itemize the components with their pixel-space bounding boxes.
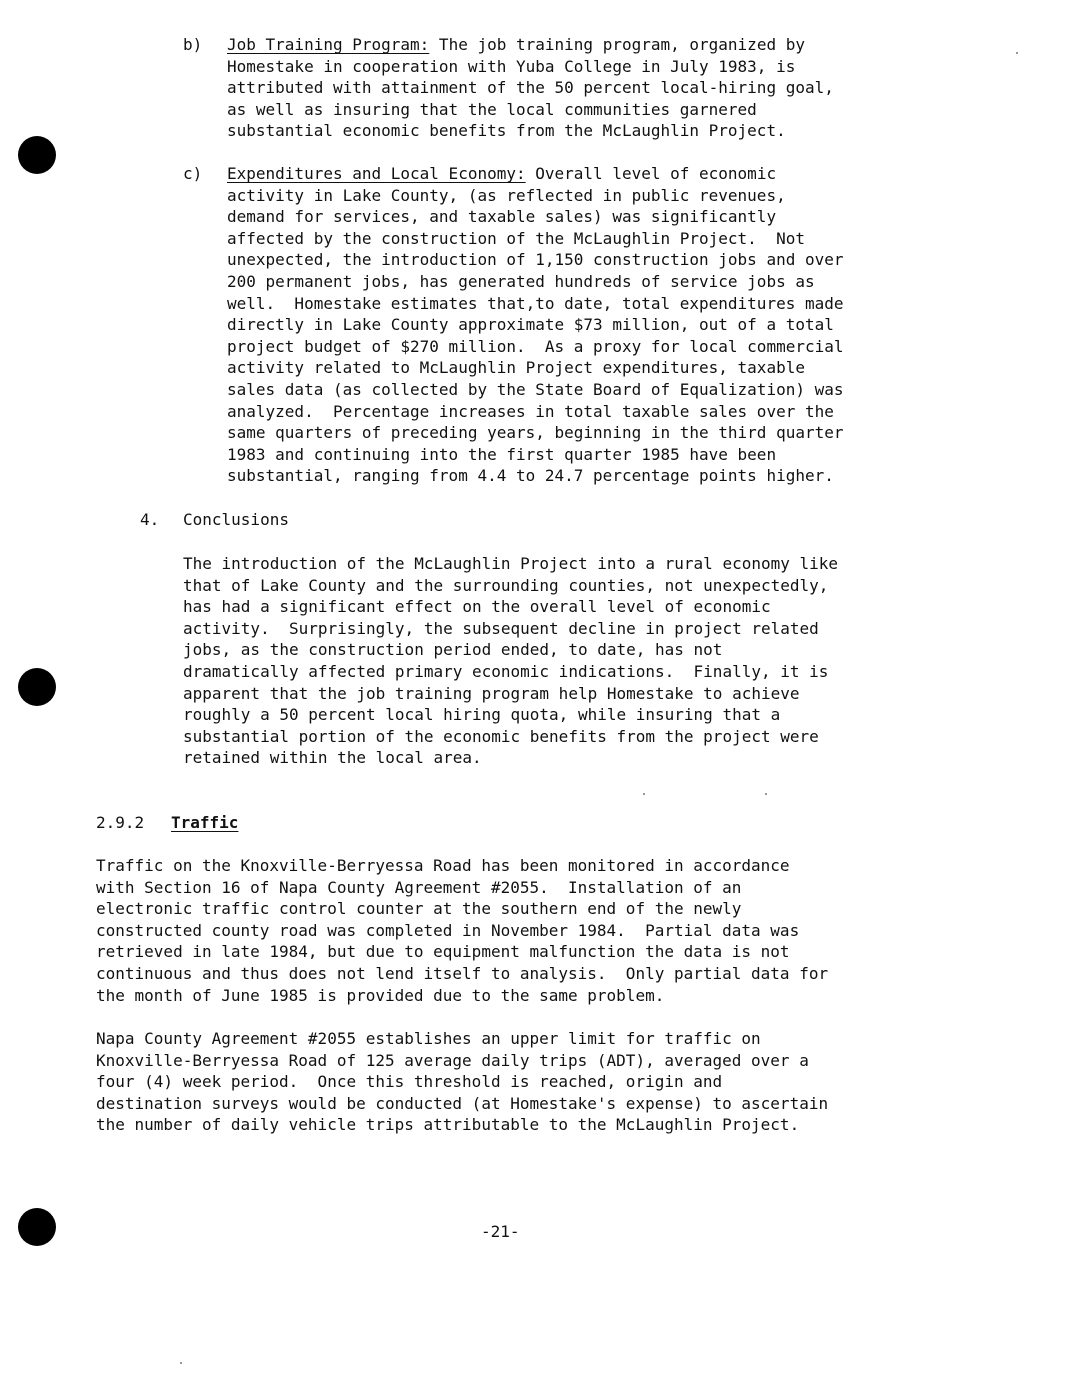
item-b-line: attributed with attainment of the 50 percent local-hiring goal, — [227, 78, 834, 98]
traffic-p1-line: with Section 16 of Napa County Agreement #2055. Installation of an — [96, 877, 742, 897]
scan-speck — [180, 1362, 182, 1364]
conclusions-line: jobs, as the construction period ended, to date, has not — [183, 640, 723, 660]
item-c-line: sales data (as collected by the State Board of Equalization) was — [227, 379, 844, 399]
item-c-line: affected by the construction of the McLaughlin Project. Not — [227, 228, 805, 248]
item-c-line: analyzed. Percentage increases in total taxable sales over the — [227, 401, 834, 421]
traffic-p2-line: Napa County Agreement #2055 establishes an upper limit for traffic on — [96, 1029, 761, 1048]
item-c-line: directly in Lake County approximate $73 million, out of a total — [227, 315, 834, 335]
item-c-line: demand for services, and taxable sales) was significantly — [227, 207, 777, 227]
page-number: -21- — [481, 1222, 520, 1241]
conclusions-line: has had a significant effect on the overall level of economic — [183, 597, 771, 617]
item-c-line: activity related to McLaughlin Project expenditures, taxable — [227, 358, 805, 378]
traffic-p1-line: the month of June 1985 is provided due to the same problem. — [96, 985, 665, 1005]
scan-speck — [765, 793, 767, 795]
item-c-line: activity in Lake County, (as reflected in public revenues, — [227, 185, 786, 205]
conclusions-line: that of Lake County and the surrounding counties, not unexpectedly, — [183, 575, 829, 595]
traffic-paragraph-1 — [96, 855, 828, 1006]
item-c-title: Expenditures and Local Economy: — [227, 164, 526, 183]
traffic-p2-line: the number of daily vehicle trips attributable to the McLaughlin Project. — [96, 1115, 800, 1135]
item-c-line: unexpected, the introduction of 1,150 construction jobs and over — [227, 250, 844, 270]
item-b-title: Job Training Program: — [227, 35, 430, 54]
item-c-text — [227, 163, 844, 487]
punch-hole-bottom — [18, 1208, 56, 1246]
traffic-section-heading: Traffic — [171, 813, 239, 832]
traffic-p1-line: retrieved in late 1984, but due to equipment malfunction the data is not — [96, 942, 790, 962]
conclusions-line: apparent that the job training program help Homestake to achieve — [183, 683, 800, 703]
punch-hole-top — [18, 136, 56, 174]
item-b-line: as well as insuring that the local communities garnered — [227, 99, 757, 119]
traffic-p1-line: Traffic on the Knoxville-Berryessa Road has been monitored in accordance — [96, 856, 790, 875]
item-c-line: well. Homestake estimates that,to date, total expenditures made — [227, 293, 844, 313]
conclusions-paragraph — [183, 553, 838, 769]
conclusions-line: The introduction of the McLaughlin Project into a rural economy like — [183, 554, 839, 573]
item-b-line: The job training program, organized by — [429, 35, 805, 54]
traffic-p1-line: electronic traffic control counter at the southern end of the newly — [96, 899, 742, 919]
punch-hole-middle — [18, 668, 56, 706]
scan-speck — [643, 793, 645, 795]
traffic-p2-line: four (4) week period. Once this threshold is reached, origin and — [96, 1072, 723, 1092]
traffic-p1-line: continuous and thus does not lend itself to analysis. Only partial data for — [96, 963, 829, 983]
item-c-line: 200 permanent jobs, has generated hundreds of service jobs as — [227, 271, 815, 291]
item-b-text — [227, 34, 834, 142]
conclusions-line: activity. Surprisingly, the subsequent decline in project related — [183, 618, 819, 638]
conclusions-number: 4. — [140, 510, 160, 529]
conclusions-line: roughly a 50 percent local hiring quota, while insuring that a — [183, 705, 781, 725]
item-b-line: Homestake in cooperation with Yuba College in July 1983, is — [227, 56, 796, 76]
item-c-line: 1983 and continuing into the first quarter 1985 have been — [227, 444, 777, 464]
item-c-marker: c) — [183, 164, 203, 183]
conclusions-line: dramatically affected primary economic indications. Finally, it is — [183, 661, 829, 681]
traffic-p1-line: constructed county road was completed in November 1984. Partial data was — [96, 920, 800, 940]
conclusions-line: substantial portion of the economic benefits from the project were — [183, 726, 819, 746]
item-b-marker: b) — [183, 35, 203, 54]
conclusions-heading: Conclusions — [183, 510, 289, 529]
traffic-paragraph-2 — [96, 1028, 828, 1136]
traffic-p2-line: Knoxville-Berryessa Road of 125 average daily trips (ADT), averaged over a — [96, 1050, 809, 1070]
conclusions-line: retained within the local area. — [183, 748, 482, 768]
traffic-section-number: 2.9.2 — [96, 813, 145, 832]
item-c-line: substantial, ranging from 4.4 to 24.7 percentage points higher. — [227, 466, 834, 486]
item-c-line: Overall level of economic — [525, 164, 777, 183]
item-c-line: project budget of $270 million. As a proxy for local commercial — [227, 336, 844, 356]
traffic-p2-line: destination surveys would be conducted (at Homestake's expense) to ascertain — [96, 1093, 829, 1113]
item-c-line: same quarters of preceding years, beginning in the third quarter — [227, 423, 844, 443]
item-b-line: substantial economic benefits from the McLaughlin Project. — [227, 121, 786, 141]
scan-speck — [1016, 52, 1018, 54]
